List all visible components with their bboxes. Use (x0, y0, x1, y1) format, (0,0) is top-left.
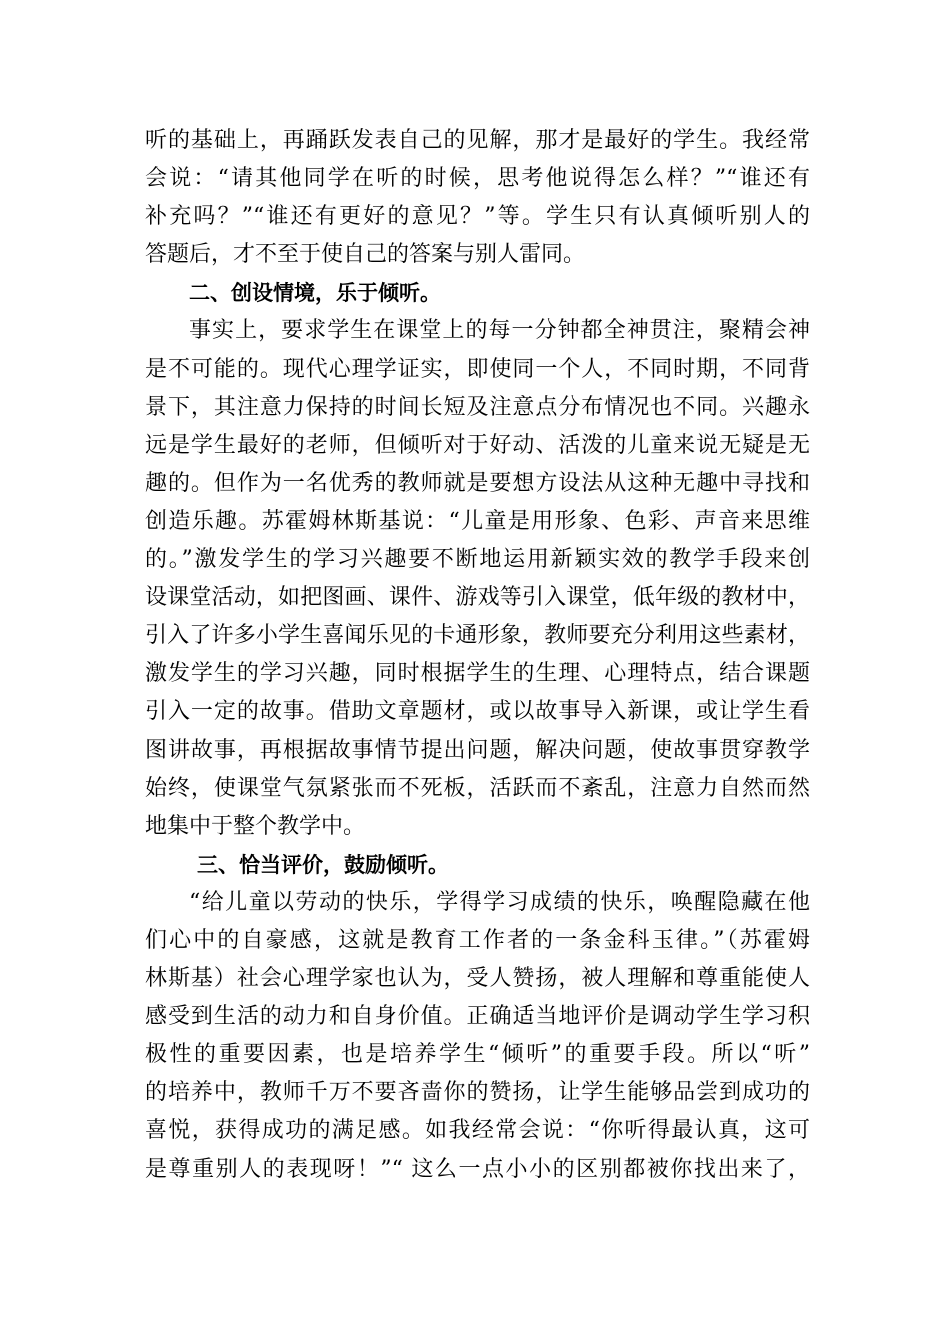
text-line: 远是学生最好的老师，但倾听对于好动、活泼的儿童来说无疑是无 (145, 432, 810, 458)
text-line: 创造乐趣。苏霍姆林斯基说：“儿童是用形象、色彩、声音来思维 (145, 508, 810, 534)
section-heading-2: 二、创设情境，乐于倾听。 (189, 281, 441, 306)
text-line: 引入一定的故事。借助文章题材，或以故事导入新课，或让学生看 (145, 699, 810, 725)
text-line: 激发学生的学习兴趣，同时根据学生的生理、心理特点，结合课题 (145, 661, 810, 687)
text-line: 图讲故事，再根据故事情节提出问题，解决问题，使故事贯穿教学 (145, 737, 810, 763)
text-line: 的培养中，教师千万不要吝啬你的赞扬，让学生能够品尝到成功的 (145, 1080, 810, 1106)
section-heading-3: 三、恰当评价，鼓励倾听。 (197, 852, 449, 877)
text-line: 是尊重别人的表现呀！”“ 这么一点小小的区别都被你找出来了， (145, 1156, 810, 1182)
text-line: 极性的重要因素，也是培养学生“倾听”的重要手段。所以“听” (145, 1042, 810, 1068)
text-line: 听的基础上，再踊跃发表自己的见解，那才是最好的学生。我经常 (145, 128, 810, 153)
text-line: 感受到生活的动力和自身价值。正确适当地评价是调动学生学习积 (145, 1004, 810, 1030)
text-line: 补充吗？”“谁还有更好的意见？”等。学生只有认真倾听别人的 (145, 204, 810, 230)
text-line: 地集中于整个教学中。 (145, 813, 366, 839)
document-page (145, 122, 810, 1189)
text-line: 趣的。但作为一名优秀的教师就是要想方设法从这种无趣中寻找和 (145, 470, 810, 496)
paragraph-3 (145, 884, 810, 1189)
text-line: 景下，其注意力保持的时间长短及注意点分布情况也不同。兴趣永 (145, 394, 810, 420)
text-line: 答题后，才不至于使自己的答案与别人雷同。 (145, 242, 586, 268)
text-line: 的。”激发学生的学习兴趣要不断地运用新颖实效的教学手段来创 (145, 547, 810, 573)
paragraph-continued (145, 122, 810, 274)
text-line: 设课堂活动，如把图画、课件、游戏等引入课堂，低年级的教材中， (145, 585, 810, 611)
text-line: 会说：“请其他同学在听的时候，思考他说得怎么样？”“谁还有 (145, 166, 810, 192)
text-line: 林斯基）社会心理学家也认为，受人赞扬，被人理解和尊重能使人 (145, 966, 810, 992)
text-line: 是不可能的。现代心理学证实，即使同一个人，不同时期，不同背 (145, 356, 810, 382)
text-line: “给儿童以劳动的快乐，学得学习成绩的快乐，唤醒隐藏在他 (189, 889, 810, 915)
text-line: 事实上，要求学生在课堂上的每一分钟都全神贯注，聚精会神 (189, 318, 810, 344)
text-line: 喜悦，获得成功的满足感。如我经常会说：“你听得最认真，这可 (145, 1118, 810, 1144)
paragraph-2 (145, 312, 810, 845)
text-line: 引入了许多小学生喜闻乐见的卡通形象，教师要充分利用这些素材， (145, 623, 810, 649)
text-line: 们心中的自豪感，这就是教育工作者的一条金科玉律。”（苏霍姆 (145, 927, 810, 953)
text-line: 始终，使课堂气氛紧张而不死板，活跃而不紊乱，注意力自然而然 (145, 775, 810, 801)
